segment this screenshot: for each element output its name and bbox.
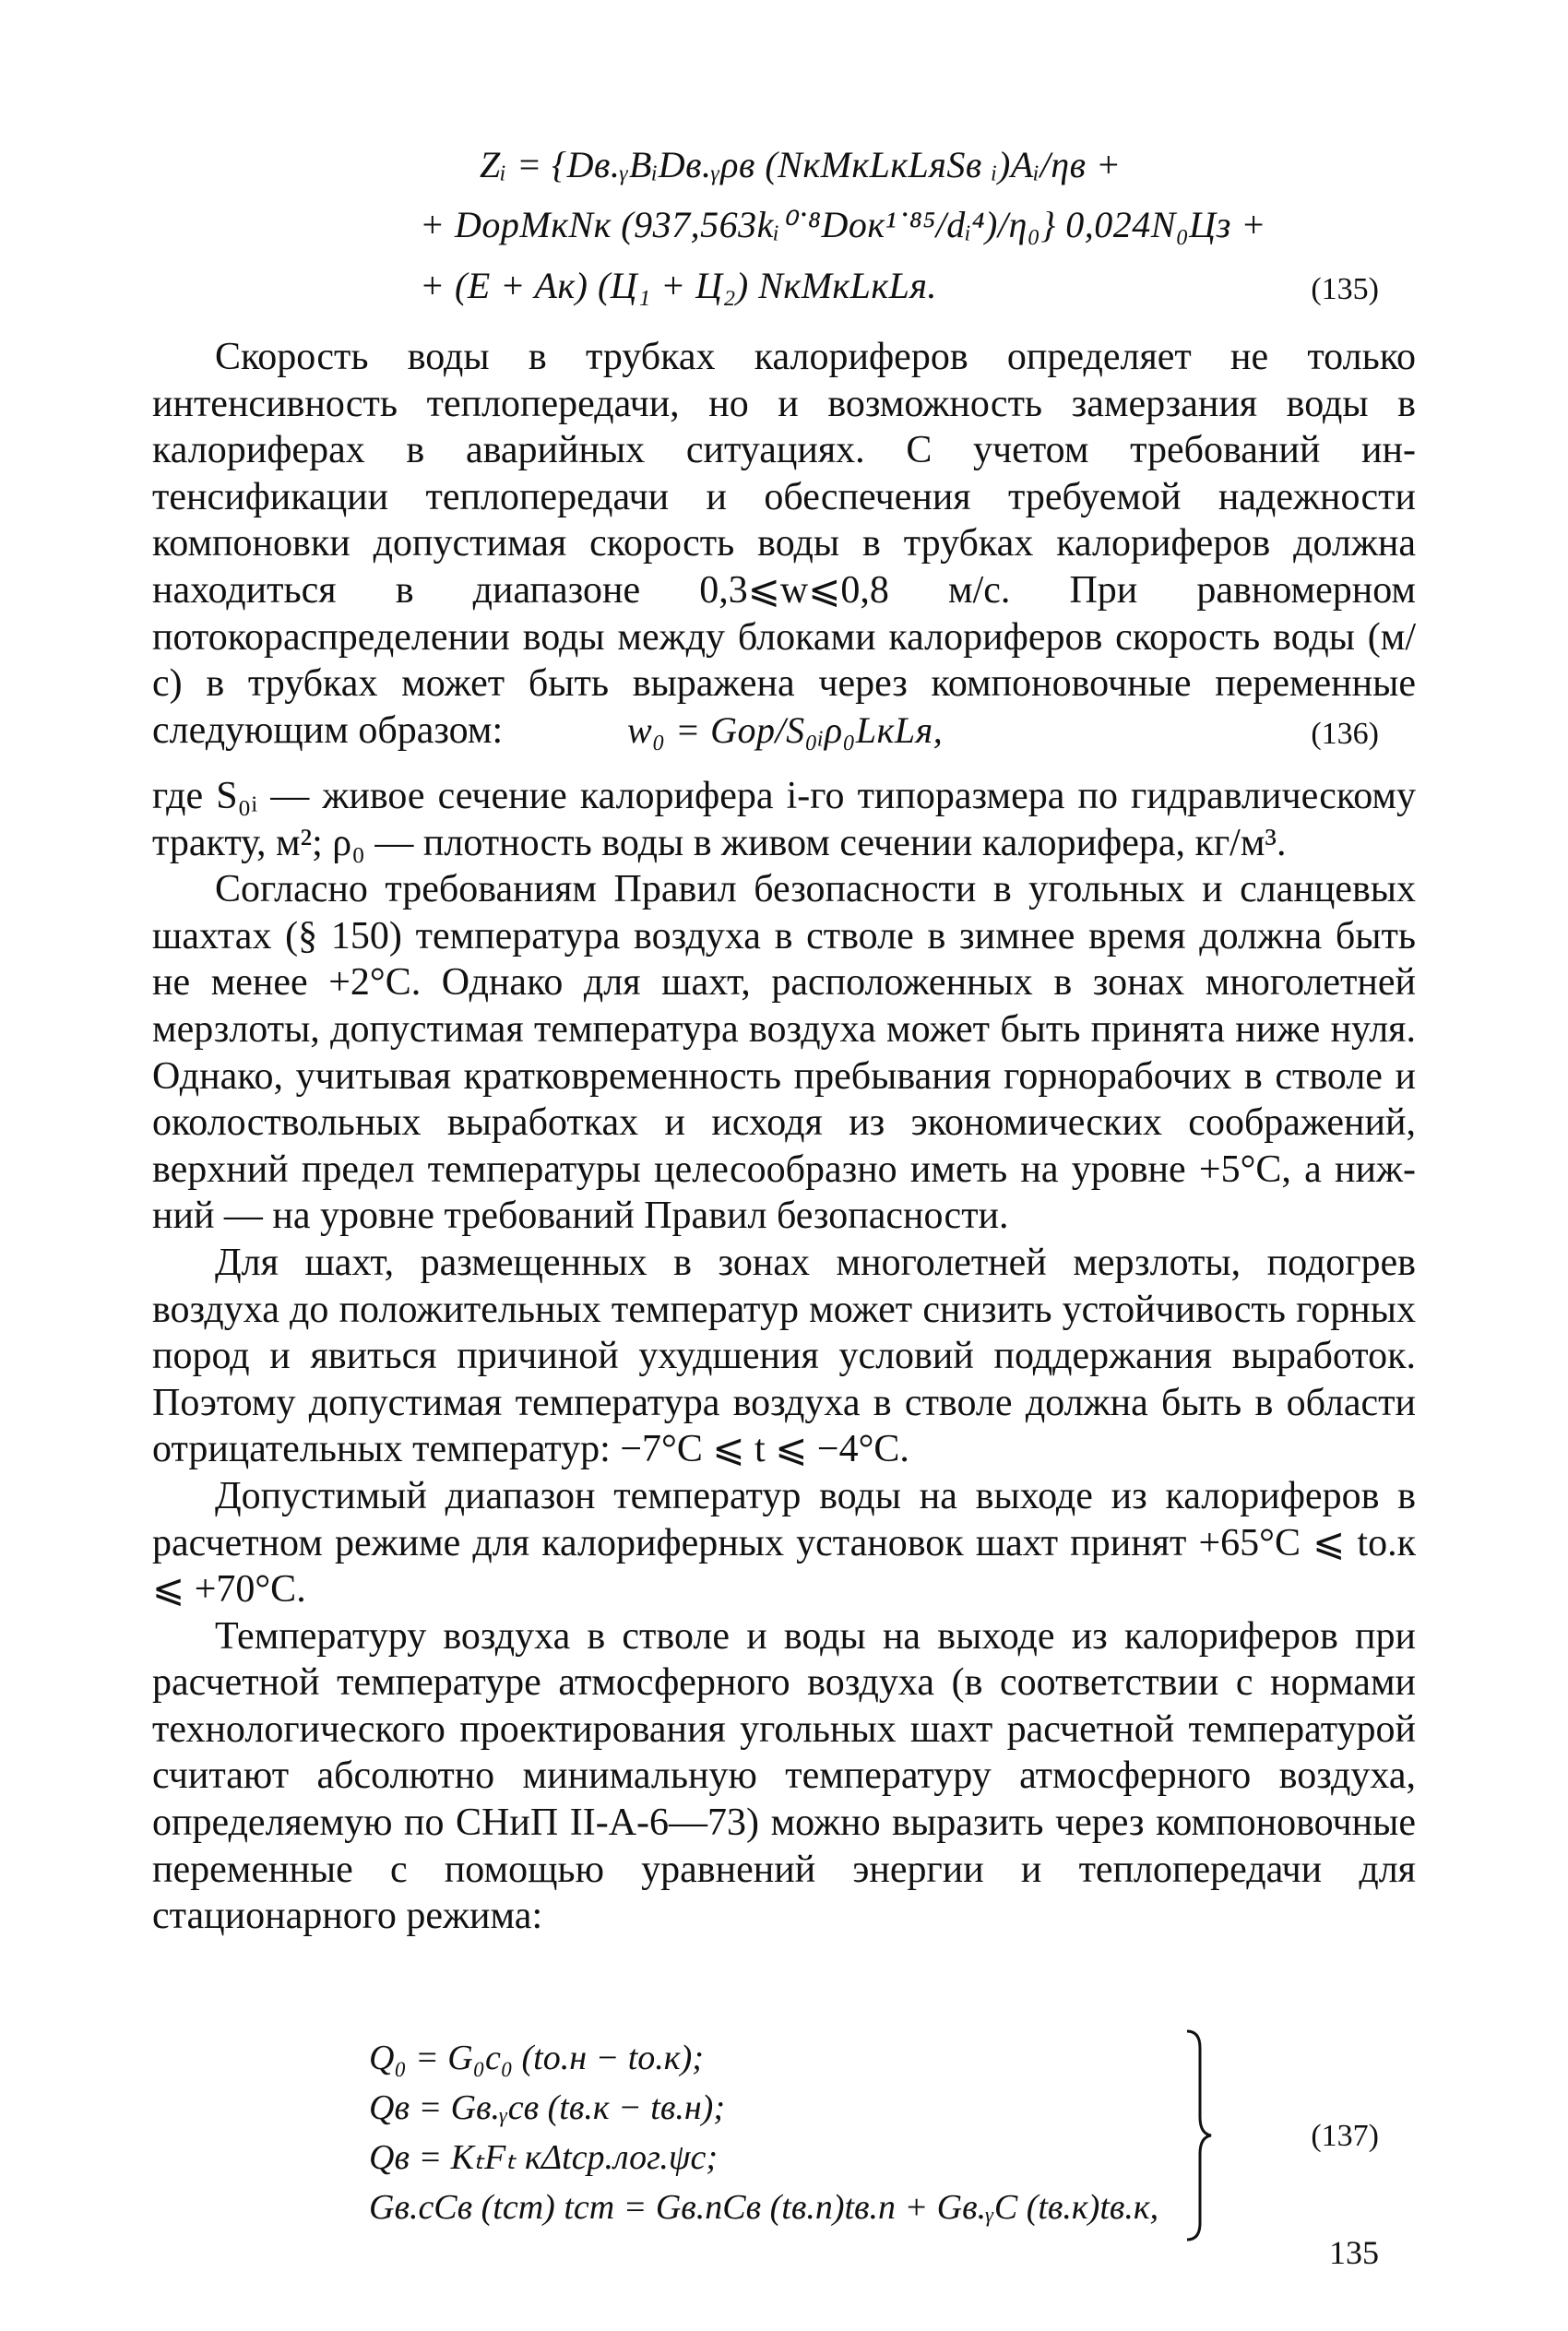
equation-136-number: (136)	[1311, 717, 1379, 751]
equation-136: w₀ = Gор/S₀ᵢρ₀LкLя,	[627, 709, 944, 751]
text-block-1	[152, 334, 1416, 754]
equation-137-line-2: Qв = Gв.ᵧcв (tв.к − tв.н);	[369, 2088, 725, 2127]
equation-135-line-1: Zᵢ = {Dв.ᵧBᵢDв.ᵧρв (NкMкLкLяSв ᵢ)Aᵢ/ηв +	[480, 144, 1122, 185]
paragraph-5: Допустимый диапазон температур воды на выходе из калориферов в расчетном режиме для калориферных установок шахт принят +65°C ⩽ tо.к ⩽ +70°C.	[152, 1474, 1416, 1611]
equation-137-line-3: Qв = KₜFₜ кΔtср.лог.ψc;	[369, 2138, 719, 2177]
equation-135-number: (135)	[1311, 272, 1379, 306]
equation-135-line-2: + DорMкNк (937,563kᵢ⁰˙⁸Dок¹˙⁸⁵/dᵢ⁴)/η₀} 0,024N₀Цз +	[420, 204, 1266, 245]
right-brace-icon	[1185, 2029, 1213, 2242]
text-block-2	[152, 773, 1416, 1940]
paragraph-1: Скорость воды в трубках калориферов определяет не только интенсивность теплопередачи, но и возможность замерзания воды в калориферах в аварийных ситуациях. С учетом требований интенсификации теплопередачи и обеспечения требуемой надежности компоновки допустимая скорость воды в трубках калориферов должна находиться в диапазоне 0,3⩽w⩽0,8 м/с. При равномерном потокораспределении воды между блоками калориферов скорость воды (м/с) в трубках может быть выражена через компоновочные переменные следующим образом:	[152, 336, 1416, 752]
page-number: 135	[1329, 2234, 1379, 2271]
equation-137-number: (137)	[1311, 2119, 1379, 2153]
paragraph-3: Согласно требованиям Правил безопасности в угольных и сланцевых шахтах (§ 150) температура воздуха в стволе в зимнее время должна быть не менее +2°C. Однако для шахт, расположенных в зонах многолетней мерзлоты, допустимая температура воздуха может быть принята ниже нуля. Однако, учитывая кратковременность пребывания горнорабочих в стволе и околоствольных выработках и исходя из экономических соображений, верхний предел температуры целесообразно иметь на уровне +5°C, а нижний — на уровне требований Правил безопасности.	[152, 868, 1416, 1238]
equation-137-line-1: Q₀ = G₀c₀ (tо.н − tо.к);	[369, 2039, 704, 2077]
paragraph-6: Температуру воздуха в стволе и воды на выходе из калориферов при расчетной температуре атмосферного воздуха (в соответствии с нормами технологического проектирования угольных шахт расчетной температурой считают абсолютно минимальную температуру атмосферного воздуха, определяемую по СНиП II-A-6—73) можно выразить через компоновочные переменные с помощью уравнений энергии и теплопередачи для стационарного режима:	[152, 1614, 1416, 1938]
paragraph-4: Для шахт, размещенных в зонах многолетней мерзлоты, подогрев воздуха до положительных температур может снизить устойчивость горных пород и явиться причиной ухудшения условий поддержания выработок. Поэтому допустимая температура воздуха в стволе должна быть в области отрицательных температур: −7°C ⩽ t ⩽ −4°C.	[152, 1241, 1416, 1471]
equation-135-line-3: + (E + Aк) (Ц₁ + Ц₂) NкMкLкLя.	[420, 265, 937, 306]
equation-137-line-4: Gв.сCв (tст) tст = Gв.пCв (tв.п)tв.п + Gв.ᵧC (tв.к)tв.к,	[369, 2188, 1159, 2227]
paragraph-2: где S₀ᵢ — живое сечение калорифера i-го типоразмера по гидравлическому тракту, м²; ρ₀ — плотность воды в живом сечении калорифера, кг/м³.	[152, 775, 1416, 864]
